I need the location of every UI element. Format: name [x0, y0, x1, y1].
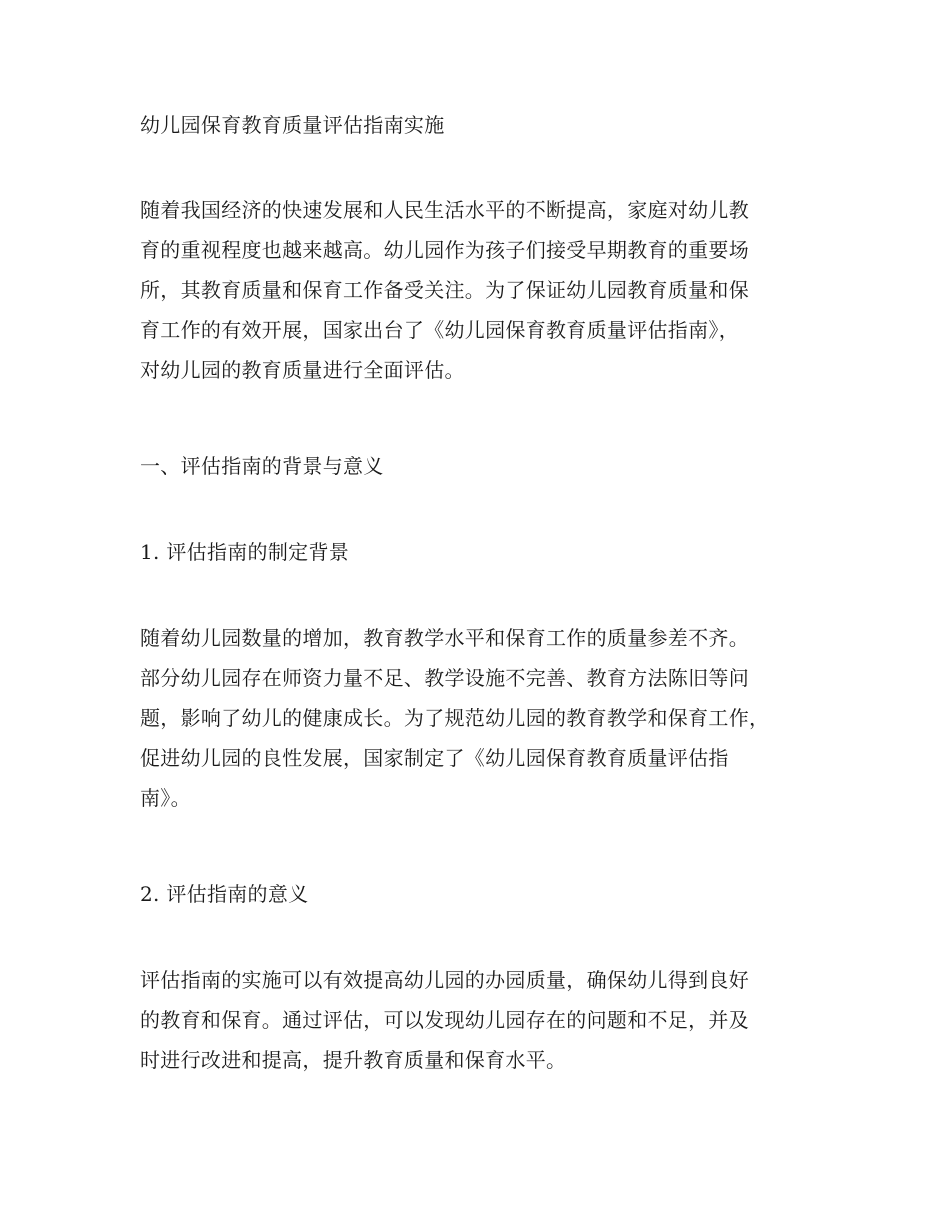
intro-line: 随着我国经济的快速发展和人民生活水平的不断提高，家庭对幼儿教	[140, 198, 749, 222]
section-heading: 一、评估指南的背景与意义	[140, 454, 384, 478]
subsection-heading: 2. 评估指南的意义	[140, 882, 309, 906]
document-title: 幼儿园保育教育质量评估指南实施	[140, 113, 445, 137]
intro-line: 育的重视程度也越来越高。幼儿园作为孩子们接受早期教育的重要场	[140, 238, 749, 262]
subsection-heading: 1. 评估指南的制定背景	[140, 540, 350, 564]
body-line: 南》。	[140, 786, 191, 810]
intro-line: 对幼儿园的教育质量进行全面评估。	[140, 358, 465, 382]
body-line: 评估指南的实施可以有效提高幼儿园的办园质量，确保幼儿得到良好	[140, 968, 749, 992]
intro-line: 所，其教育质量和保育工作备受关注。为了保证幼儿园教育质量和保	[140, 278, 749, 302]
body-line: 部分幼儿园存在师资力量不足、教学设施不完善、教育方法陈旧等问	[140, 666, 749, 690]
body-line: 时进行改进和提高，提升教育质量和保育水平。	[140, 1048, 567, 1072]
body-line: 题，影响了幼儿的健康成长。为了规范幼儿园的教育教学和保育工作，	[140, 706, 770, 730]
intro-line: 育工作的有效开展，国家出台了《幼儿园保育教育质量评估指南》，	[140, 318, 739, 342]
body-line: 随着幼儿园数量的增加，教育教学水平和保育工作的质量参差不齐。	[140, 626, 749, 650]
body-line: 的教育和保育。通过评估，可以发现幼儿园存在的问题和不足，并及	[140, 1008, 749, 1032]
body-line: 促进幼儿园的良性发展，国家制定了《幼儿园保育教育质量评估指	[140, 746, 729, 770]
